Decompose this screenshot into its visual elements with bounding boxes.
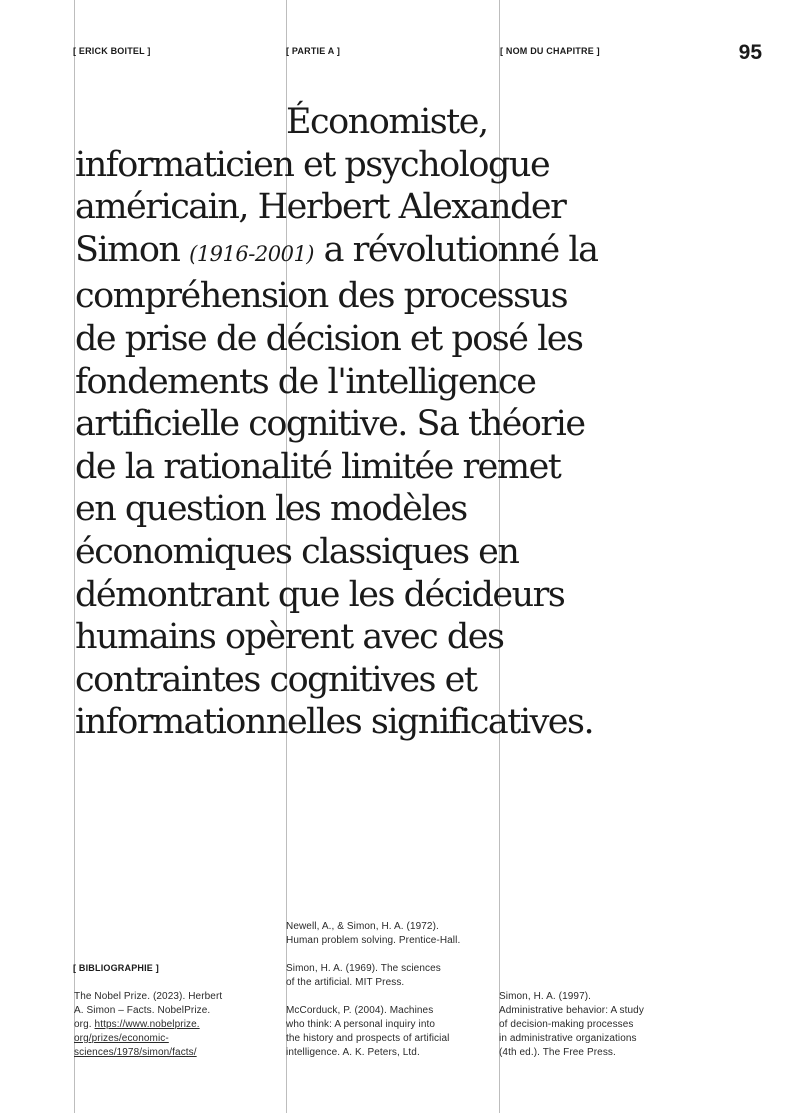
bib-line: Simon, H. A. (1969). The sciences	[286, 963, 441, 974]
bib-line: in administrative organizations	[499, 1033, 637, 1044]
bibliography-title: [ BIBLIOGRAPHIE ]	[73, 963, 159, 973]
main-line: informaticien et psychologue	[75, 144, 550, 185]
page-number: 95	[738, 41, 762, 64]
bib-entry-simon-1997	[499, 990, 644, 1060]
bib-entry-simon-1969	[286, 962, 441, 990]
bib-line: McCorduck, P. (2004). Machines	[286, 1005, 434, 1016]
bib-line-with-link	[74, 1018, 222, 1032]
bib-line: (4th ed.). The Free Press.	[499, 1047, 616, 1058]
nobel-link[interactable]: org/prizes/economic-	[74, 1033, 169, 1044]
bib-entry-nobel	[74, 990, 222, 1060]
main-line: Économiste,	[286, 102, 488, 142]
bib-entry-mccorduck	[286, 1004, 449, 1060]
main-line: informationnelles significatives.	[75, 702, 594, 743]
main-line: compréhension des processus	[75, 276, 568, 317]
header-author: [ ERICK BOITEL ]	[73, 46, 151, 56]
life-dates: (1916-2001)	[189, 241, 314, 266]
bib-line: who think: A personal inquiry into	[286, 1019, 436, 1030]
main-line: contraintes cognitives et	[75, 659, 477, 700]
bib-line: intelligence. A. K. Peters, Ltd.	[286, 1047, 420, 1058]
bib-line: Newell, A., & Simon, H. A. (1972).	[286, 921, 439, 932]
bib-line: Simon, H. A. (1997).	[499, 991, 592, 1002]
main-line: artificielle cognitive. Sa théorie	[75, 404, 585, 445]
main-line: humains opèrent avec des	[75, 617, 504, 658]
nobel-link[interactable]: sciences/1978/simon/facts/	[74, 1047, 197, 1058]
bib-line: of decision-making processes	[499, 1019, 634, 1030]
header-part: [ PARTIE A ]	[286, 46, 341, 56]
main-line: américain, Herbert Alexander	[75, 187, 566, 228]
main-line: fondements de l'intelligence	[75, 361, 536, 402]
bib-line: A. Simon – Facts. NobelPrize.	[74, 1005, 211, 1016]
nobel-link-cont[interactable]	[74, 1046, 222, 1060]
bib-line: of the artificial. MIT Press.	[286, 977, 405, 988]
main-line-name: Simon	[75, 229, 180, 270]
nobel-link[interactable]: https://www.nobelprize.	[94, 1019, 200, 1030]
main-line: de prise de décision et posé les	[75, 318, 583, 359]
main-line-with-dates	[75, 229, 775, 276]
main-line: démontrant que les décideurs	[75, 574, 565, 615]
bib-line: The Nobel Prize. (2023). Herbert	[74, 991, 223, 1002]
bib-line: Human problem solving. Prentice-Hall.	[286, 935, 461, 946]
bib-line: the history and prospects of artificial	[286, 1033, 450, 1044]
main-line: économiques classiques en	[75, 531, 519, 572]
main-line: de la rationalité limitée remet	[75, 446, 561, 487]
bib-entry-newell	[286, 920, 460, 948]
main-paragraph	[75, 101, 775, 744]
main-line-rest: a révolutionné la	[314, 229, 598, 270]
bib-line: Administrative behavior: A study	[499, 1005, 644, 1016]
header-chapter: [ NOM DU CHAPITRE ]	[500, 46, 600, 56]
main-line: en question les modèles	[75, 489, 467, 530]
nobel-link-cont[interactable]	[74, 1032, 222, 1046]
bib-line: org.	[74, 1019, 92, 1030]
